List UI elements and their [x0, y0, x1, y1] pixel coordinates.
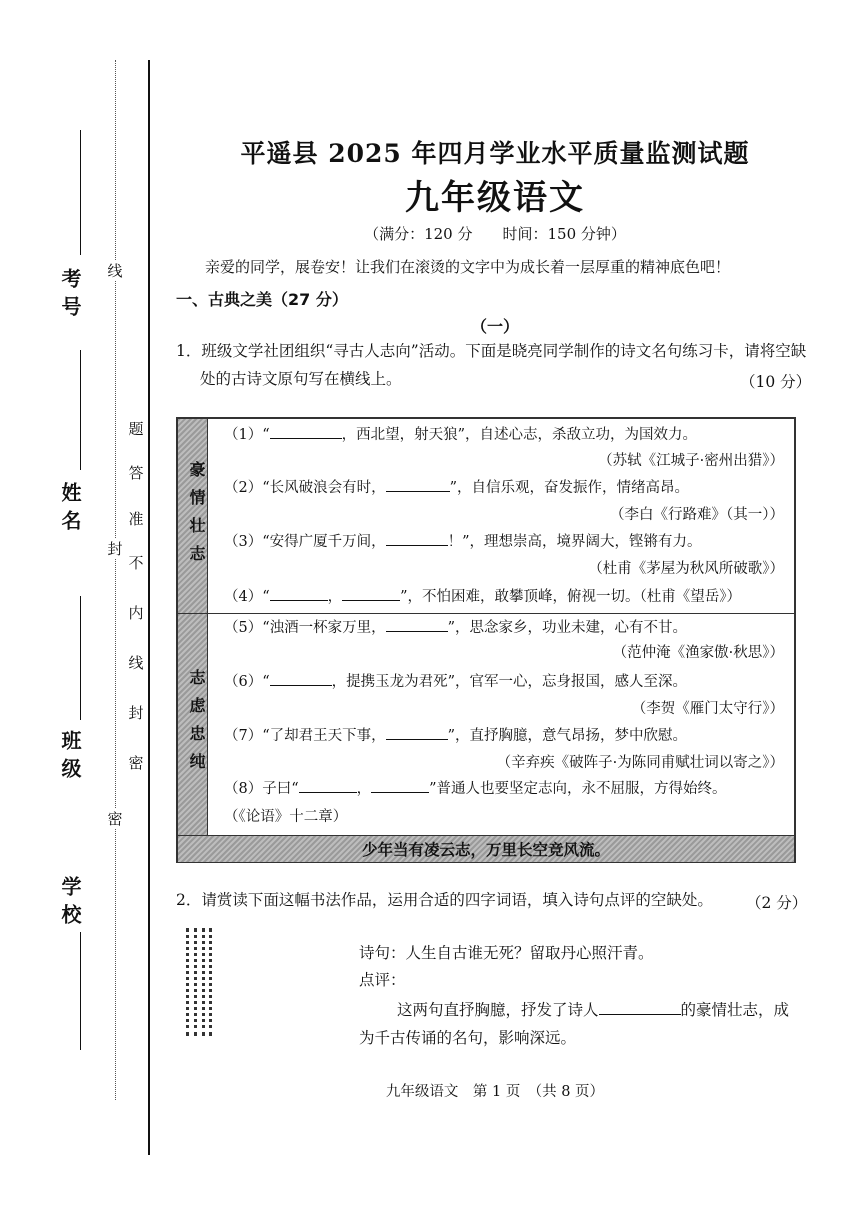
q1-stem-line1: 1．班级文学社团组织“寻古人志向”活动。下面是晓亮同学制作的诗文名句练习卡，请将空缺: [176, 342, 807, 360]
dotted-line-label-xian: 线: [105, 260, 125, 281]
item-1-source: （苏轼《江城子·密州出猎》）: [598, 453, 784, 469]
item-2: （2）“长风破浪会有时， ”，自信乐观，奋发振作，情绪高昂。: [224, 476, 689, 497]
item-1: （1）“ ，西北望，射天狼”，自述心志，杀敌立功，为国效力。: [224, 423, 697, 444]
exam-time: 时间：150 分钟）: [502, 225, 626, 243]
q2-stem: 2．请赏读下面这幅书法作品，运用合适的四字词语，填入诗句点评的空缺处。: [176, 891, 713, 909]
answer-blank-4a[interactable]: [270, 586, 328, 601]
answer-blank-8a[interactable]: [299, 778, 357, 793]
seal-char: 准: [128, 510, 144, 528]
group-divider: [178, 613, 794, 614]
item-7-source: （辛弃疾《破阵子·为陈同甫赋壮词以寄之》）: [496, 755, 784, 771]
item-7: （7）“了却君王天下事， ”，直抒胸臆，意气昂扬，梦中欣慰。: [224, 724, 687, 745]
item-4-source: （杜甫《望岳》）: [639, 589, 742, 605]
page-footer: 九年级语文 第 1 页 （共 8 页）: [385, 1084, 605, 1100]
practice-card: [176, 417, 796, 863]
item-5-source: （范仲淹《渔家傲·秋思》）: [612, 645, 784, 661]
seal-char: 线: [128, 654, 144, 672]
q2-comment-line1: 这两句直抒胸臆，抒发了诗人 的豪情壮志，成: [397, 1001, 790, 1019]
class-label: 班级: [58, 730, 82, 786]
answer-blank-1[interactable]: [270, 424, 342, 439]
q2-points: （2 分）: [746, 894, 808, 912]
item-4: （4）“ ， ”，不怕困难，敢攀顶峰，俯视一切。（杜甫《望岳》）: [224, 585, 741, 606]
seal-char: 密: [128, 754, 144, 772]
item-5: （5）“浊酒一杯家万里， ”，思念家乡，功业未建，心有不甘。: [224, 616, 687, 637]
answer-blank-7[interactable]: [386, 725, 448, 740]
answer-blank-5[interactable]: [386, 617, 448, 632]
seal-char: 封: [128, 704, 144, 722]
seal-char: 不: [128, 554, 144, 572]
name-label: 姓名: [58, 482, 82, 538]
school-label: 学校: [58, 876, 82, 932]
exam-no-blank[interactable]: [80, 130, 81, 255]
exam-title: 平遥县 2025 年四月学业水平质量监测试题: [240, 139, 750, 168]
item-2-source: （李白《行路难》（其一））: [610, 507, 784, 523]
q2-poem: 诗句：人生自古谁无死？留取丹心照汗青。: [359, 944, 654, 962]
group-label-2: 志虑忠纯: [187, 668, 206, 781]
section-title: 一、古典之美（27 分）: [176, 290, 348, 309]
answer-blank-3[interactable]: [386, 531, 448, 546]
school-blank[interactable]: [80, 932, 81, 1050]
item-6-source: （李贺《雁门太守行》）: [631, 701, 784, 717]
dotted-line-label-feng: 封: [105, 538, 125, 559]
answer-blank-4b[interactable]: [342, 586, 400, 601]
item-6: （6）“ ，提携玉龙为君死”，官军一心，忘身报国，感人至深。: [224, 670, 687, 691]
subject-title: 九年级语文: [405, 178, 585, 218]
answer-blank-2[interactable]: [386, 477, 450, 492]
answer-blank-8b[interactable]: [371, 778, 429, 793]
item-8: （8）子曰“ ， ”普通人也要坚定志向，永不屈服，方得始终。: [224, 777, 727, 798]
group-label-1: 豪情壮志: [187, 460, 206, 573]
q2-comment-line2: 为千古传诵的名句，影响深远。: [359, 1029, 577, 1047]
seal-char: 答: [128, 464, 144, 482]
binding-dotted-line: [115, 60, 116, 1100]
answer-blank-6[interactable]: [270, 671, 332, 686]
seal-char: 内: [128, 604, 144, 622]
card-footer: 少年当有凌云志，万里长空竞风流。: [178, 835, 794, 862]
item-8-source: （《论语》十二章）: [224, 809, 348, 825]
q1-points: （10 分）: [740, 373, 812, 391]
class-blank[interactable]: [80, 596, 81, 720]
exam-info: [150, 223, 840, 244]
part-title: （一）: [470, 317, 519, 336]
item-3-source: （杜甫《茅屋为秋风所破歌》）: [588, 561, 784, 577]
greeting: 亲爱的同学，展卷安！让我们在滚烫的文字中为成长着一层厚重的精神底色吧！: [205, 258, 731, 276]
calligraphy-artwork: [186, 928, 214, 1036]
q1-stem-line2: 处的古诗文原句写在横线上。: [200, 370, 402, 388]
q2-answer-blank[interactable]: [599, 1000, 681, 1015]
exam-no-label: 考号: [58, 268, 82, 324]
seal-char: 题: [128, 420, 144, 438]
dotted-line-label-mi: 密: [105, 808, 125, 829]
full-score: （满分：120 分: [364, 225, 473, 243]
name-blank[interactable]: [80, 350, 81, 470]
item-3: （3）“安得广厦千万间， ！”，理想崇高，境界阔大，铿锵有力。: [224, 530, 702, 551]
q2-comment-label: 点评：: [359, 971, 406, 989]
